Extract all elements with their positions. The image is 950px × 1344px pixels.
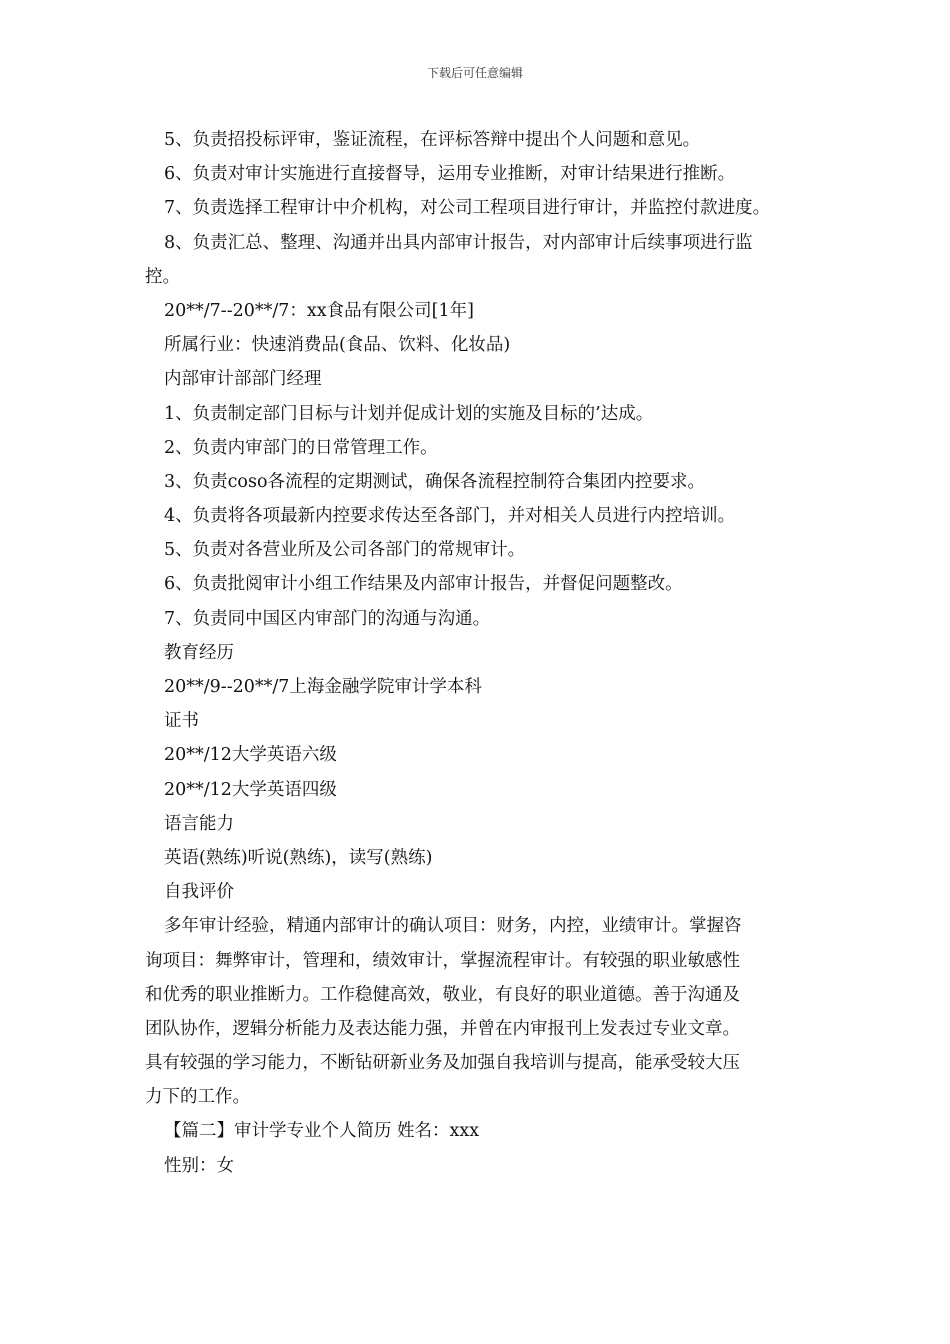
duty-item: 7、负责同中国区内审部门的沟通与沟通。 (164, 608, 491, 629)
certificate-entry: 20**/12大学英语四级 (164, 779, 337, 800)
duty-item: 7、负责选择工程审计中介机构，对公司工程项目进行审计，并监控付款进度。 (164, 198, 771, 219)
section-heading-self-evaluation: 自我评价 (164, 882, 234, 903)
document-body (145, 123, 825, 1183)
duty-item: 3、负责coso各流程的定期测试，确保各流程控制符合集团内控要求。 (164, 471, 705, 492)
job-title: 内部审计部部门经理 (164, 369, 322, 390)
duty-item: 1、负责制定部门目标与计划并促成计划的实施及目标的’达成。 (164, 403, 654, 424)
industry: 所属行业：快速消费品(食品、饮料、化妆品) (164, 335, 511, 356)
self-evaluation-line: 力下的工作。 (145, 1087, 250, 1108)
language-entry: 英语(熟练)听说(熟练)，读写(熟练) (164, 847, 433, 868)
self-evaluation-line: 和优秀的职业推断力。工作稳健高效，敬业，有良好的职业道德。善于沟通及 (145, 984, 740, 1005)
job-period: 20**/7--20**/7：xx食品有限公司[1年] (164, 300, 474, 321)
duty-item: 5、负责招投标评审，鉴证流程，在评标答辩中提出个人问题和意见。 (164, 130, 701, 150)
duty-item: 5、负责对各营业所及公司各部门的常规审计。 (164, 540, 526, 561)
education-entry: 20**/9--20**/7上海金融学院审计学本科 (164, 677, 482, 697)
self-evaluation-line: 多年审计经验，精通内部审计的确认项目：财务，内控，业绩审计。掌握咨 (164, 916, 742, 937)
gender-field: 性别：女 (164, 1155, 234, 1176)
section-heading-education: 教育经历 (164, 642, 234, 663)
page-header: 下载后可任意编辑 (426, 66, 523, 80)
duty-item: 6、负责对审计实施进行直接督导，运用专业推断，对审计结果进行推断。 (164, 164, 736, 185)
self-evaluation-line: 具有较强的学习能力，不断钻研新业务及加强自我培训与提高，能承受较大压 (145, 1053, 740, 1074)
section-heading-language: 语言能力 (164, 813, 234, 834)
duty-item: 6、负责批阅审计小组工作结果及内部审计报告，并督促问题整改。 (164, 574, 683, 595)
self-evaluation-line: 询项目：舞弊审计，管理和，绩效审计，掌握流程审计。有较强的职业敏感性 (145, 950, 740, 971)
resume-section-title: 【篇二】审计学专业个人简历 姓名：xxx (164, 1121, 480, 1142)
self-evaluation-line: 团队协作，逻辑分析能力及表达能力强，并曾在内审报刊上发表过专业文章。 (145, 1018, 740, 1039)
duty-item-8-line1: 8、负责汇总、整理、沟通并出具内部审计报告，对内部审计后续事项进行监 (164, 232, 753, 253)
section-heading-certificates: 证书 (164, 711, 199, 732)
duty-item: 2、负责内审部门的日常管理工作。 (164, 437, 438, 458)
duty-item: 4、负责将各项最新内控要求传达至各部门，并对相关人员进行内控培训。 (164, 506, 736, 527)
duty-item-8-line2: 控。 (145, 266, 180, 287)
certificate-entry: 20**/12大学英语六级 (164, 745, 337, 766)
